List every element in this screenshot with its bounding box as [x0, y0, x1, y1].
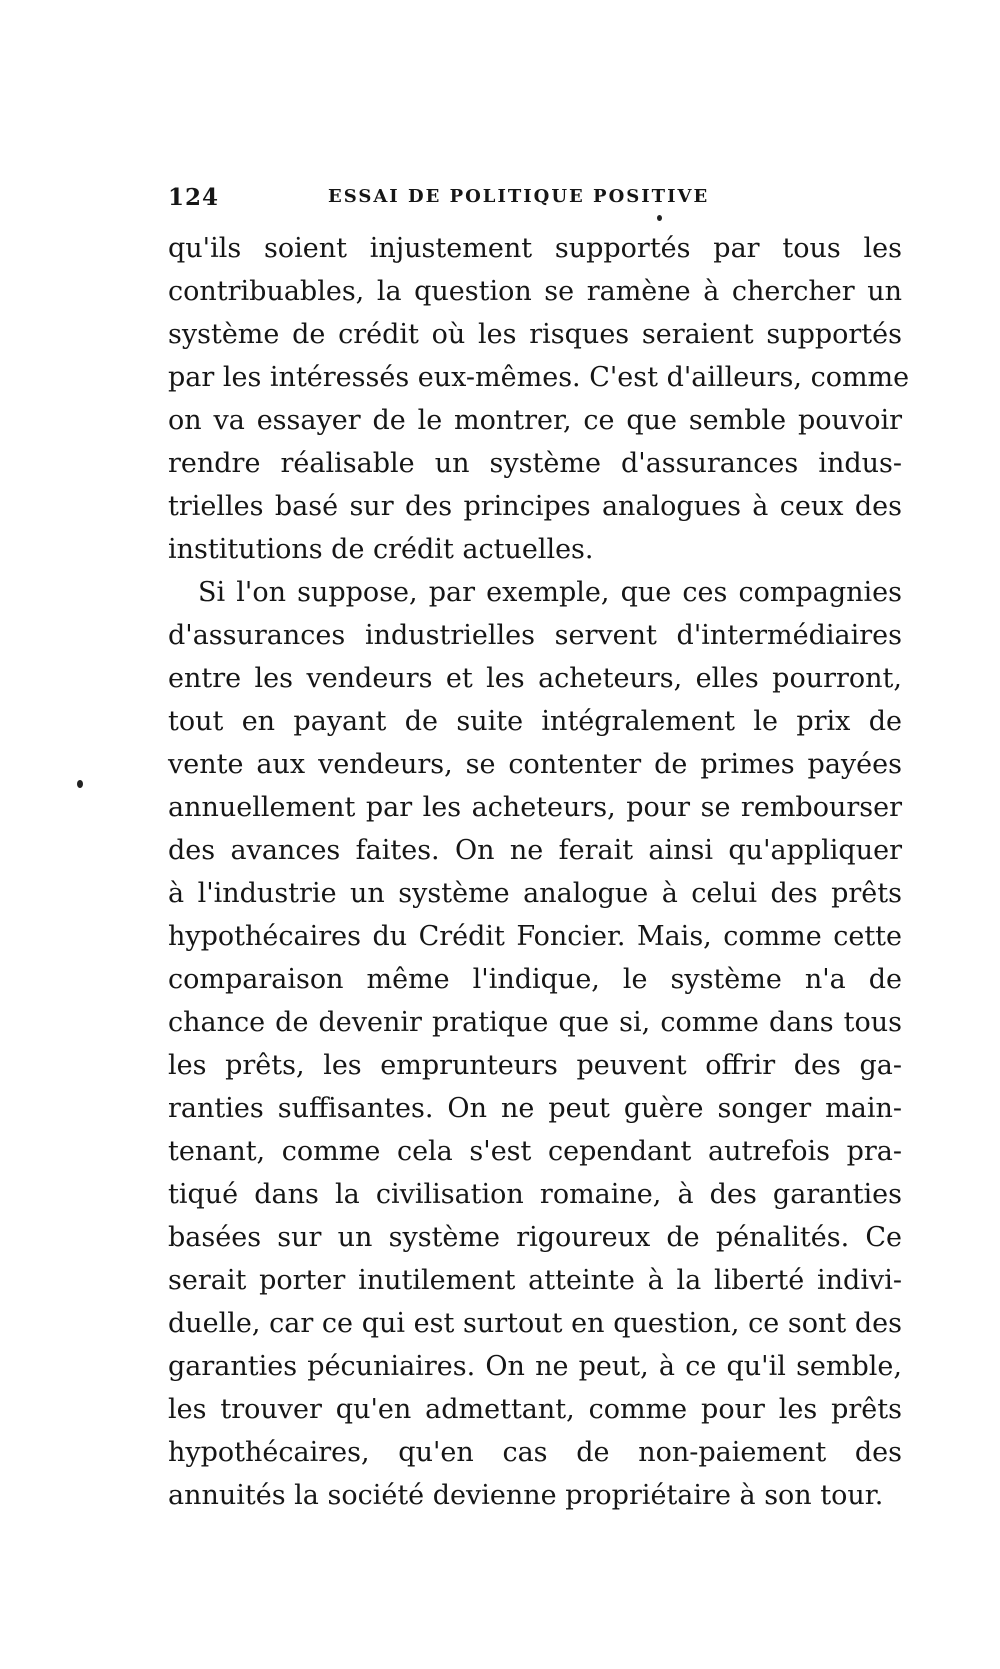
text-line: entre les vendeurs et les acheteurs, elles pourront, — [168, 663, 902, 694]
text-line: tiqué dans la civilisation romaine, à des garanties — [168, 1179, 902, 1210]
text-line: tenant, comme cela s'est cependant autrefois pra- — [168, 1136, 902, 1167]
text-line: tout en payant de suite intégralement le prix de — [168, 706, 902, 737]
margin-speck — [77, 780, 83, 788]
text-line: vente aux vendeurs, se contenter de primes payées — [168, 749, 902, 780]
running-head — [168, 184, 902, 216]
text-line: annuités la société devienne propriétaire à son tour. — [168, 1480, 884, 1511]
text-line: basées sur un système rigoureux de pénalités. Ce — [168, 1222, 902, 1253]
text-line: des avances faites. On ne ferait ainsi qu'appliquer — [168, 835, 902, 866]
text-line: chance de devenir pratique que si, comme dans tous — [168, 1007, 902, 1038]
text-line: d'assurances industrielles servent d'intermédiaires — [168, 620, 902, 651]
text-line: on va essayer de le montrer, ce que semble pouvoir — [168, 405, 902, 436]
paragraph-1 — [168, 227, 910, 571]
page-number: 124 — [168, 184, 220, 211]
text-line: annuellement par les acheteurs, pour se rembourser — [168, 792, 902, 823]
text-line: ranties suffisantes. On ne peut guère songer main- — [168, 1093, 902, 1124]
text-line: institutions de crédit actuelles. — [168, 534, 594, 565]
text-line: hypothécaires du Crédit Foncier. Mais, comme cette — [168, 921, 902, 952]
text-line: les prêts, les emprunteurs peuvent offrir des ga- — [168, 1050, 902, 1081]
text-line: rendre réalisable un système d'assurances indus- — [168, 448, 902, 479]
paragraph-2 — [168, 571, 902, 1517]
text-line: duelle, car ce qui est surtout en question, ce sont des — [168, 1308, 902, 1339]
text-line: Si l'on suppose, par exemple, que ces compagnies — [198, 577, 902, 608]
text-line: qu'ils soient injustement supportés par tous les — [168, 233, 902, 264]
text-line: système de crédit où les risques seraient supportés — [168, 319, 902, 350]
text-line: contribuables, la question se ramène à chercher un — [168, 276, 902, 307]
text-line: garanties pécuniaires. On ne peut, à ce qu'il semble, — [168, 1351, 902, 1382]
text-line: trielles basé sur des principes analogues à ceux des — [168, 491, 902, 522]
text-line: serait porter inutilement atteinte à la liberté indivi- — [168, 1265, 902, 1296]
body-text — [168, 227, 910, 1517]
text-line: hypothécaires, qu'en cas de non-paiement des — [168, 1437, 902, 1468]
text-line: à l'industrie un système analogue à celui des prêts — [168, 878, 902, 909]
text-line: comparaison même l'indique, le système n'a de — [168, 964, 902, 995]
text-line: les trouver qu'en admettant, comme pour les prêts — [168, 1394, 902, 1425]
print-speck — [657, 215, 662, 221]
running-title: ESSAI DE POLITIQUE POSITIVE — [328, 186, 710, 207]
text-line: par les intéressés eux-mêmes. C'est d'ailleurs, comme — [168, 362, 910, 393]
